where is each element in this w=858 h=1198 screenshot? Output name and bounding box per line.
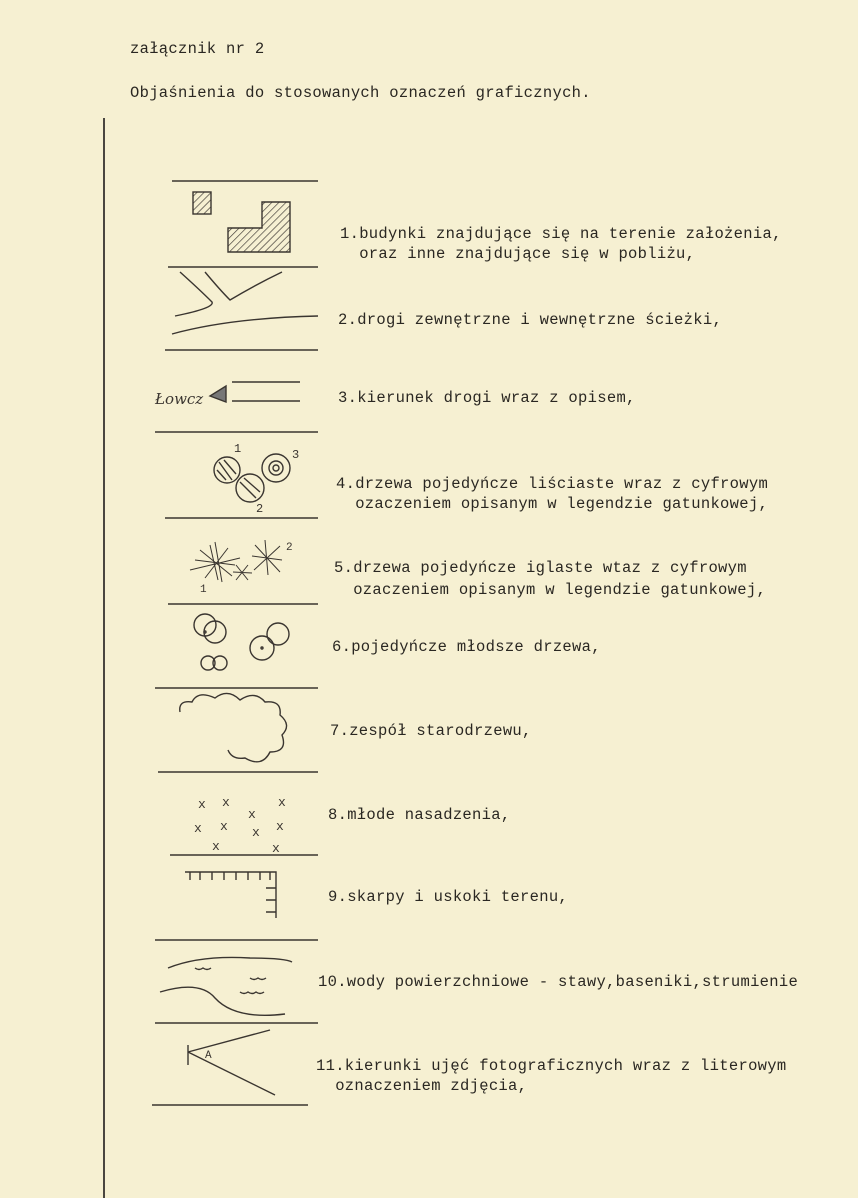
svg-text:x: x [272,841,280,856]
svg-text:x: x [252,825,260,840]
photo-direction-icon [188,1030,275,1095]
legend-item-11: 11.kierunki ujęć fotograficznych wraz z literowym oznaczeniem zdjęcia, [316,1057,787,1095]
building-icon [193,192,290,252]
svg-text:x: x [220,819,228,834]
svg-text:x: x [222,795,230,810]
road-direction-icon [210,382,300,402]
road-label: Łowcz [155,390,204,408]
legend-item-4: 4.drzewa pojedyńcze liściaste wraz z cyfrowym ozaczeniem opisanym w legendzie gatunkowej, [336,475,769,513]
svg-text:x: x [212,839,220,854]
attachment-label: załącznik nr 2 [130,40,265,58]
svg-text:x: x [198,797,206,812]
symbol-label: 1 [234,442,242,456]
legend-item-8: 8.młode nasadzenia, [328,806,511,824]
young-planting-icon [194,795,286,856]
legend-item-3: 3.kierunek drogi wraz z opisem, [338,389,636,407]
svg-text:x: x [248,807,256,822]
margin-line [103,118,105,1198]
legend-symbols [140,170,340,1120]
svg-text:x: x [194,821,202,836]
legend-item-2: 2.drogi zewnętrzne i wewnętrzne ścieżki, [338,311,723,329]
symbol-label: 2 [256,502,264,516]
legend-item-5: 5.drzewa pojedyńcze iglaste wtaz z cyfrowym ozaczeniem opisanym w legendzie gatunkowej, [334,559,767,599]
legend-item-1: 1.budynki znajdujące się na terenie założenia, oraz inne znajdujące się w pobliżu, [340,225,782,263]
page-title: Objaśnienia do stosowanych oznaczeń graficznych. [130,84,591,102]
separator-lines [152,181,318,1105]
water-icon [160,957,292,1015]
legend-item-9: 9.skarpy i uskoki terenu, [328,888,569,906]
legend-item-6: 6.pojedyńcze młodsze drzewa, [332,638,601,656]
young-tree-icon [194,614,289,670]
symbol-label: 1 [200,584,207,596]
old-tree-group-icon [180,693,287,761]
conifer-tree-icon [190,540,282,582]
symbol-label: 3 [292,448,300,462]
road-icon [172,272,318,334]
svg-text:x: x [278,795,286,810]
legend-item-7: 7.zespół starodrzewu, [330,722,532,740]
scarp-icon [185,872,276,918]
symbol-label: 2 [286,542,293,554]
deciduous-tree-icon [214,454,290,502]
legend-item-10: 10.wody powierzchniowe - stawy,baseniki,strumienie [318,973,799,991]
symbol-label: A [205,1050,212,1062]
svg-text:x: x [276,819,284,834]
